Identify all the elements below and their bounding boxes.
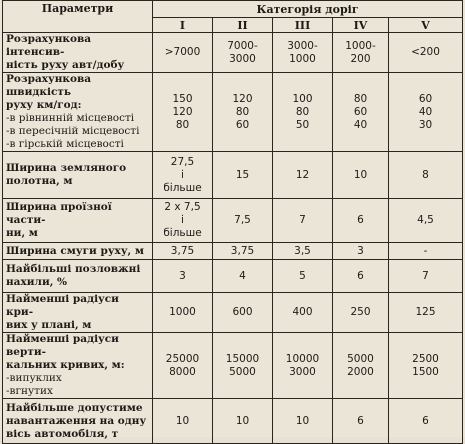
- value-line: 250: [350, 306, 371, 318]
- value-line: 6: [357, 414, 364, 427]
- value-cell-grade-cat3: [273, 260, 333, 293]
- value-line: 80: [235, 105, 250, 118]
- value-cell-carriageway-cat4: [333, 199, 389, 243]
- value-line: 27,5: [170, 155, 195, 168]
- value-line: 5000: [229, 365, 256, 378]
- value-line: 10: [295, 414, 310, 427]
- category-3: ІІІ: [273, 18, 333, 33]
- param-cell-plan_radius: [3, 293, 153, 333]
- value-cell-vertical_radius-cat5: [389, 333, 463, 399]
- value-line: 60: [418, 92, 433, 105]
- param-label-line: Найбільші позловжні: [6, 263, 141, 275]
- value-cell-vertical_radius-cat2: [213, 333, 273, 399]
- value-line: і: [181, 214, 184, 226]
- value-cell-speed-cat4: [333, 73, 389, 152]
- value-line: 40: [418, 105, 433, 118]
- value-line: 15: [235, 168, 250, 181]
- param-cell-lane: [3, 243, 153, 260]
- value-cell-plan_radius-cat1: [153, 293, 213, 333]
- value-line: 3000: [229, 52, 256, 65]
- value-line: 6: [422, 414, 429, 427]
- param-sub-label: -в рівнинній місцевості: [6, 112, 135, 124]
- value-line: 1000: [289, 52, 316, 65]
- param-cell-intensity: [3, 33, 153, 73]
- param-label-line: нахили, %: [6, 276, 68, 288]
- value-cell-lane-cat4: [333, 243, 389, 260]
- table-row: [3, 73, 463, 152]
- value-line: 1000-: [345, 39, 376, 52]
- value-line: >7000: [164, 46, 201, 58]
- value-cell-grade-cat4: [333, 260, 389, 293]
- value-line: 7,5: [234, 214, 251, 226]
- param-cell-carriageway: [3, 199, 153, 243]
- category-4: IV: [333, 18, 389, 33]
- value-cell-roadbed-cat3: [273, 152, 333, 199]
- param-label-line: Розрахункова інтенсив-: [6, 33, 92, 58]
- value-cell-lane-cat3: [273, 243, 333, 260]
- value-cell-grade-cat2: [213, 260, 273, 293]
- param-cell-grade: [3, 260, 153, 293]
- value-line: 1000: [169, 306, 196, 318]
- value-line: 125: [415, 306, 436, 318]
- param-label-line: вих у плані, м: [6, 319, 92, 331]
- value-cell-plan_radius-cat2: [213, 293, 273, 333]
- value-cell-grade-cat5: [389, 260, 463, 293]
- value-line: 3: [357, 244, 364, 257]
- value-cell-plan_radius-cat3: [273, 293, 333, 333]
- value-cell-intensity-cat5: [389, 33, 463, 73]
- value-line: 150: [172, 92, 193, 105]
- category-1: І: [153, 18, 213, 33]
- value-line: 10: [175, 414, 190, 427]
- value-line: 4: [239, 269, 246, 282]
- value-line: -: [423, 244, 428, 257]
- value-cell-lane-cat5: [389, 243, 463, 260]
- param-label-line: навантаження на одну: [6, 414, 147, 427]
- value-line: 2000: [347, 365, 374, 378]
- value-cell-vertical_radius-cat3: [273, 333, 333, 399]
- value-line: більше: [163, 181, 202, 194]
- value-cell-roadbed-cat1: [153, 152, 213, 199]
- value-line: 3,5: [294, 244, 311, 257]
- value-line: 7000-: [227, 39, 258, 52]
- value-line: 50: [295, 118, 310, 131]
- value-line: 2 х 7,5: [164, 201, 201, 213]
- value-cell-carriageway-cat1: [153, 199, 213, 243]
- header-category: Категорія доріг: [153, 1, 463, 18]
- value-cell-carriageway-cat2: [213, 199, 273, 243]
- table-row: [3, 243, 463, 260]
- value-cell-speed-cat1: [153, 73, 213, 152]
- road-category-table: [2, 0, 463, 444]
- value-cell-intensity-cat1: [153, 33, 213, 73]
- param-sub-label: -в пересічній місцевості: [6, 125, 140, 137]
- table-row: [3, 152, 463, 199]
- value-cell-speed-cat3: [273, 73, 333, 152]
- value-line: 3000: [289, 365, 316, 378]
- value-cell-lane-cat2: [213, 243, 273, 260]
- value-cell-roadbed-cat5: [389, 152, 463, 199]
- value-line: 60: [353, 105, 368, 118]
- table-row: [3, 33, 463, 73]
- value-line: 80: [353, 92, 368, 105]
- param-label-line: полотна, м: [6, 175, 73, 187]
- param-label-line: руху км/год:: [6, 99, 82, 111]
- value-cell-speed-cat5: [389, 73, 463, 152]
- value-line: 120: [172, 105, 193, 118]
- table-row: [3, 293, 463, 333]
- param-label-line: ни, м: [6, 227, 38, 239]
- value-line: 120: [232, 92, 253, 105]
- value-line: 600: [232, 306, 253, 318]
- param-label-line: Найменші радіуси верти-: [6, 333, 119, 358]
- value-line: 8000: [169, 365, 196, 378]
- param-label-line: Розрахункова швидкість: [6, 73, 92, 98]
- category-5: V: [389, 18, 463, 33]
- value-line: 10: [353, 168, 368, 181]
- param-sub-label: -випуклих: [6, 372, 62, 384]
- value-cell-roadbed-cat2: [213, 152, 273, 199]
- value-cell-vertical_radius-cat1: [153, 333, 213, 399]
- value-line: 5000: [347, 352, 374, 365]
- param-cell-vertical_radius: [3, 333, 153, 399]
- param-cell-speed: [3, 73, 153, 152]
- value-line: 12: [295, 168, 310, 181]
- table-row: [3, 199, 463, 243]
- value-line: 80: [295, 105, 310, 118]
- param-label-line: ність руху авт/добу: [6, 59, 125, 71]
- table-row: [3, 260, 463, 293]
- value-cell-carriageway-cat5: [389, 199, 463, 243]
- value-line: 3,75: [170, 244, 195, 257]
- value-line: 6: [357, 269, 364, 282]
- header-row-1: [3, 1, 463, 18]
- value-line: 5: [299, 269, 306, 282]
- value-line: 15000: [225, 352, 260, 365]
- value-line: 3000-: [287, 39, 318, 52]
- param-label-line: Ширина проїзної части-: [6, 201, 112, 226]
- value-cell-lane-cat1: [153, 243, 213, 260]
- value-cell-vertical_radius-cat4: [333, 333, 389, 399]
- param-label-line: Найменші радіуси кри-: [6, 293, 119, 318]
- header-param: Параметри: [3, 1, 153, 33]
- value-cell-intensity-cat3: [273, 33, 333, 73]
- value-line: 10000: [285, 352, 320, 365]
- value-cell-intensity-cat4: [333, 33, 389, 73]
- value-line: <200: [411, 46, 440, 58]
- param-label-line: вісь автомобіля, т: [6, 427, 119, 440]
- value-line: 60: [235, 118, 250, 131]
- value-cell-plan_radius-cat5: [389, 293, 463, 333]
- value-line: 8: [422, 168, 429, 181]
- value-line: 200: [350, 52, 371, 65]
- value-line: більше: [163, 227, 202, 239]
- value-line: 7: [299, 214, 306, 226]
- value-line: 3,75: [230, 244, 255, 257]
- value-line: 2500: [412, 352, 439, 365]
- value-line: 10: [235, 414, 250, 427]
- table-body: [3, 33, 463, 444]
- value-line: і: [181, 168, 184, 181]
- value-line: 4,5: [417, 214, 434, 226]
- value-line: 30: [418, 118, 433, 131]
- value-cell-intensity-cat2: [213, 33, 273, 73]
- table-row: [3, 333, 463, 399]
- value-cell-carriageway-cat3: [273, 199, 333, 243]
- param-sub-label: -в гірській місцевості: [6, 138, 124, 150]
- param-label-line: Найбільше допустиме: [6, 401, 143, 414]
- value-line: 80: [175, 118, 190, 131]
- category-2: ІІ: [213, 18, 273, 33]
- value-cell-roadbed-cat4: [333, 152, 389, 199]
- value-line: 1500: [412, 365, 439, 378]
- value-cell-plan_radius-cat4: [333, 293, 389, 333]
- param-sub-label: -вгнутих: [6, 385, 53, 397]
- value-line: 3: [179, 269, 186, 282]
- value-line: 6: [357, 214, 364, 226]
- value-line: 7: [422, 269, 429, 282]
- param-cell-roadbed: [3, 152, 153, 199]
- param-label-line: Ширина земляного: [6, 162, 127, 174]
- param-label-line: Ширина смуги руху, м: [6, 244, 144, 257]
- value-cell-grade-cat1: [153, 260, 213, 293]
- value-line: 400: [292, 306, 313, 318]
- value-line: 40: [353, 118, 368, 131]
- value-line: 100: [292, 92, 313, 105]
- value-cell-speed-cat2: [213, 73, 273, 152]
- param-label-line: кальних кривих, м:: [6, 359, 125, 371]
- value-line: 25000: [165, 352, 200, 365]
